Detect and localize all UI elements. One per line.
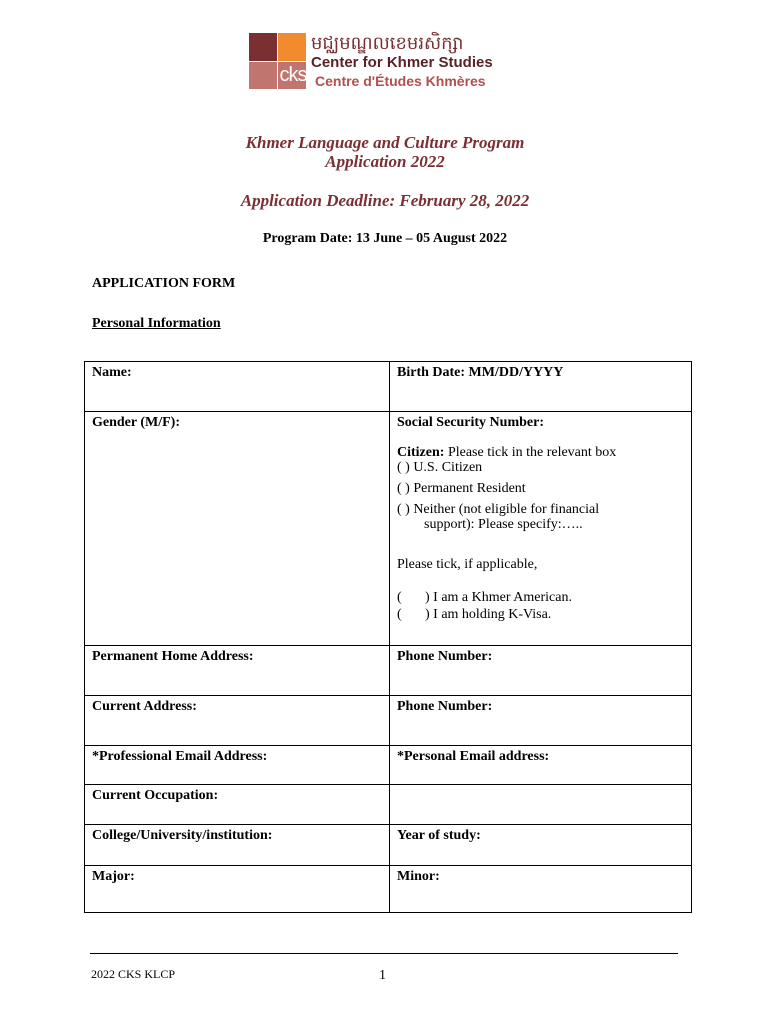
table-row (85, 866, 692, 913)
current-address-label: Current Address: (92, 699, 197, 714)
birth-date-cell[interactable] (390, 362, 692, 412)
form-title: APPLICATION FORM (92, 276, 236, 291)
application-deadline: Application Deadline: February 28, 2022 (240, 191, 530, 210)
page-number: 1 (379, 968, 386, 983)
phone2-cell[interactable] (390, 696, 692, 746)
personal-info-table (84, 361, 692, 913)
table-row (85, 785, 692, 825)
year-of-study-cell[interactable] (390, 825, 692, 866)
personal-email-cell[interactable] (390, 746, 692, 785)
college-label: College/University/institution: (92, 828, 273, 843)
college-cell[interactable] (85, 825, 390, 866)
minor-cell[interactable] (390, 866, 692, 913)
logo-khmer-name: មជ្ឈមណ្ឌលខេមរសិក្សា (311, 33, 464, 54)
tick-options (397, 589, 684, 623)
ssn-citizen-cell (390, 412, 692, 646)
logo-mark-text: cks (279, 64, 307, 86)
occupation-cell[interactable] (85, 785, 390, 825)
phone2-label: Phone Number: (397, 699, 493, 714)
table-row (85, 362, 692, 412)
footer-divider (90, 953, 678, 954)
personal-email-label: *Personal Email address: (397, 749, 550, 764)
citizen-option-us[interactable]: ( ) U.S. Citizen (397, 460, 483, 475)
citizen-label: Citizen: (397, 445, 445, 460)
cks-logo (249, 33, 499, 91)
footer-label: 2022 CKS KLCP (91, 967, 176, 981)
program-date: Program Date: 13 June – 05 August 2022 (262, 231, 508, 246)
ssn-label: Social Security Number: (397, 415, 544, 430)
empty-cell (390, 785, 692, 825)
table-row (85, 412, 692, 646)
major-cell[interactable] (85, 866, 390, 913)
occupation-label: Current Occupation: (92, 788, 219, 803)
name-label: Name: (92, 365, 132, 380)
logo-french-name: Centre d'Études Khmères (315, 73, 486, 89)
logo-english-name: Center for Khmer Studies (311, 54, 493, 71)
application-year: Application 2022 (325, 152, 445, 171)
name-cell[interactable] (85, 362, 390, 412)
logo-square-orange (278, 33, 306, 61)
gender-label: Gender (M/F): (92, 415, 180, 430)
tick-option-k-visa[interactable]: ( ) I am holding K-Visa. (397, 607, 552, 622)
table-row (85, 696, 692, 746)
table-row (85, 746, 692, 785)
tick-prompt: Please tick, if applicable, (397, 557, 538, 572)
tick-option-khmer-american[interactable]: ( ) I am a Khmer American. (397, 590, 572, 605)
logo-square-dark (249, 33, 277, 61)
minor-label: Minor: (397, 869, 440, 884)
permanent-address-label: Permanent Home Address: (92, 649, 254, 664)
phone1-cell[interactable] (390, 646, 692, 696)
birth-date-label: Birth Date: MM/DD/YYYY (397, 365, 564, 380)
professional-email-label: *Professional Email Address: (92, 749, 268, 764)
citizen-prompt: Please tick in the relevant box (444, 445, 617, 460)
section-title: Personal Information (92, 316, 221, 331)
professional-email-cell[interactable] (85, 746, 390, 785)
logo-square-rose-left (249, 62, 277, 89)
table-row (85, 825, 692, 866)
citizen-option-neither-cont: support): Please specify:….. (424, 517, 583, 532)
table-row (85, 646, 692, 696)
citizen-option-resident[interactable]: ( ) Permanent Resident (397, 481, 526, 496)
citizen-block (397, 445, 684, 532)
phone1-label: Phone Number: (397, 649, 493, 664)
year-of-study-label: Year of study: (397, 828, 481, 843)
permanent-address-cell[interactable] (85, 646, 390, 696)
citizen-option-neither[interactable]: ( ) Neither (not eligible for financial (397, 502, 600, 517)
program-title: Khmer Language and Culture Program (245, 133, 525, 152)
gender-cell[interactable] (85, 412, 390, 646)
current-address-cell[interactable] (85, 696, 390, 746)
major-label: Major: (92, 869, 135, 884)
